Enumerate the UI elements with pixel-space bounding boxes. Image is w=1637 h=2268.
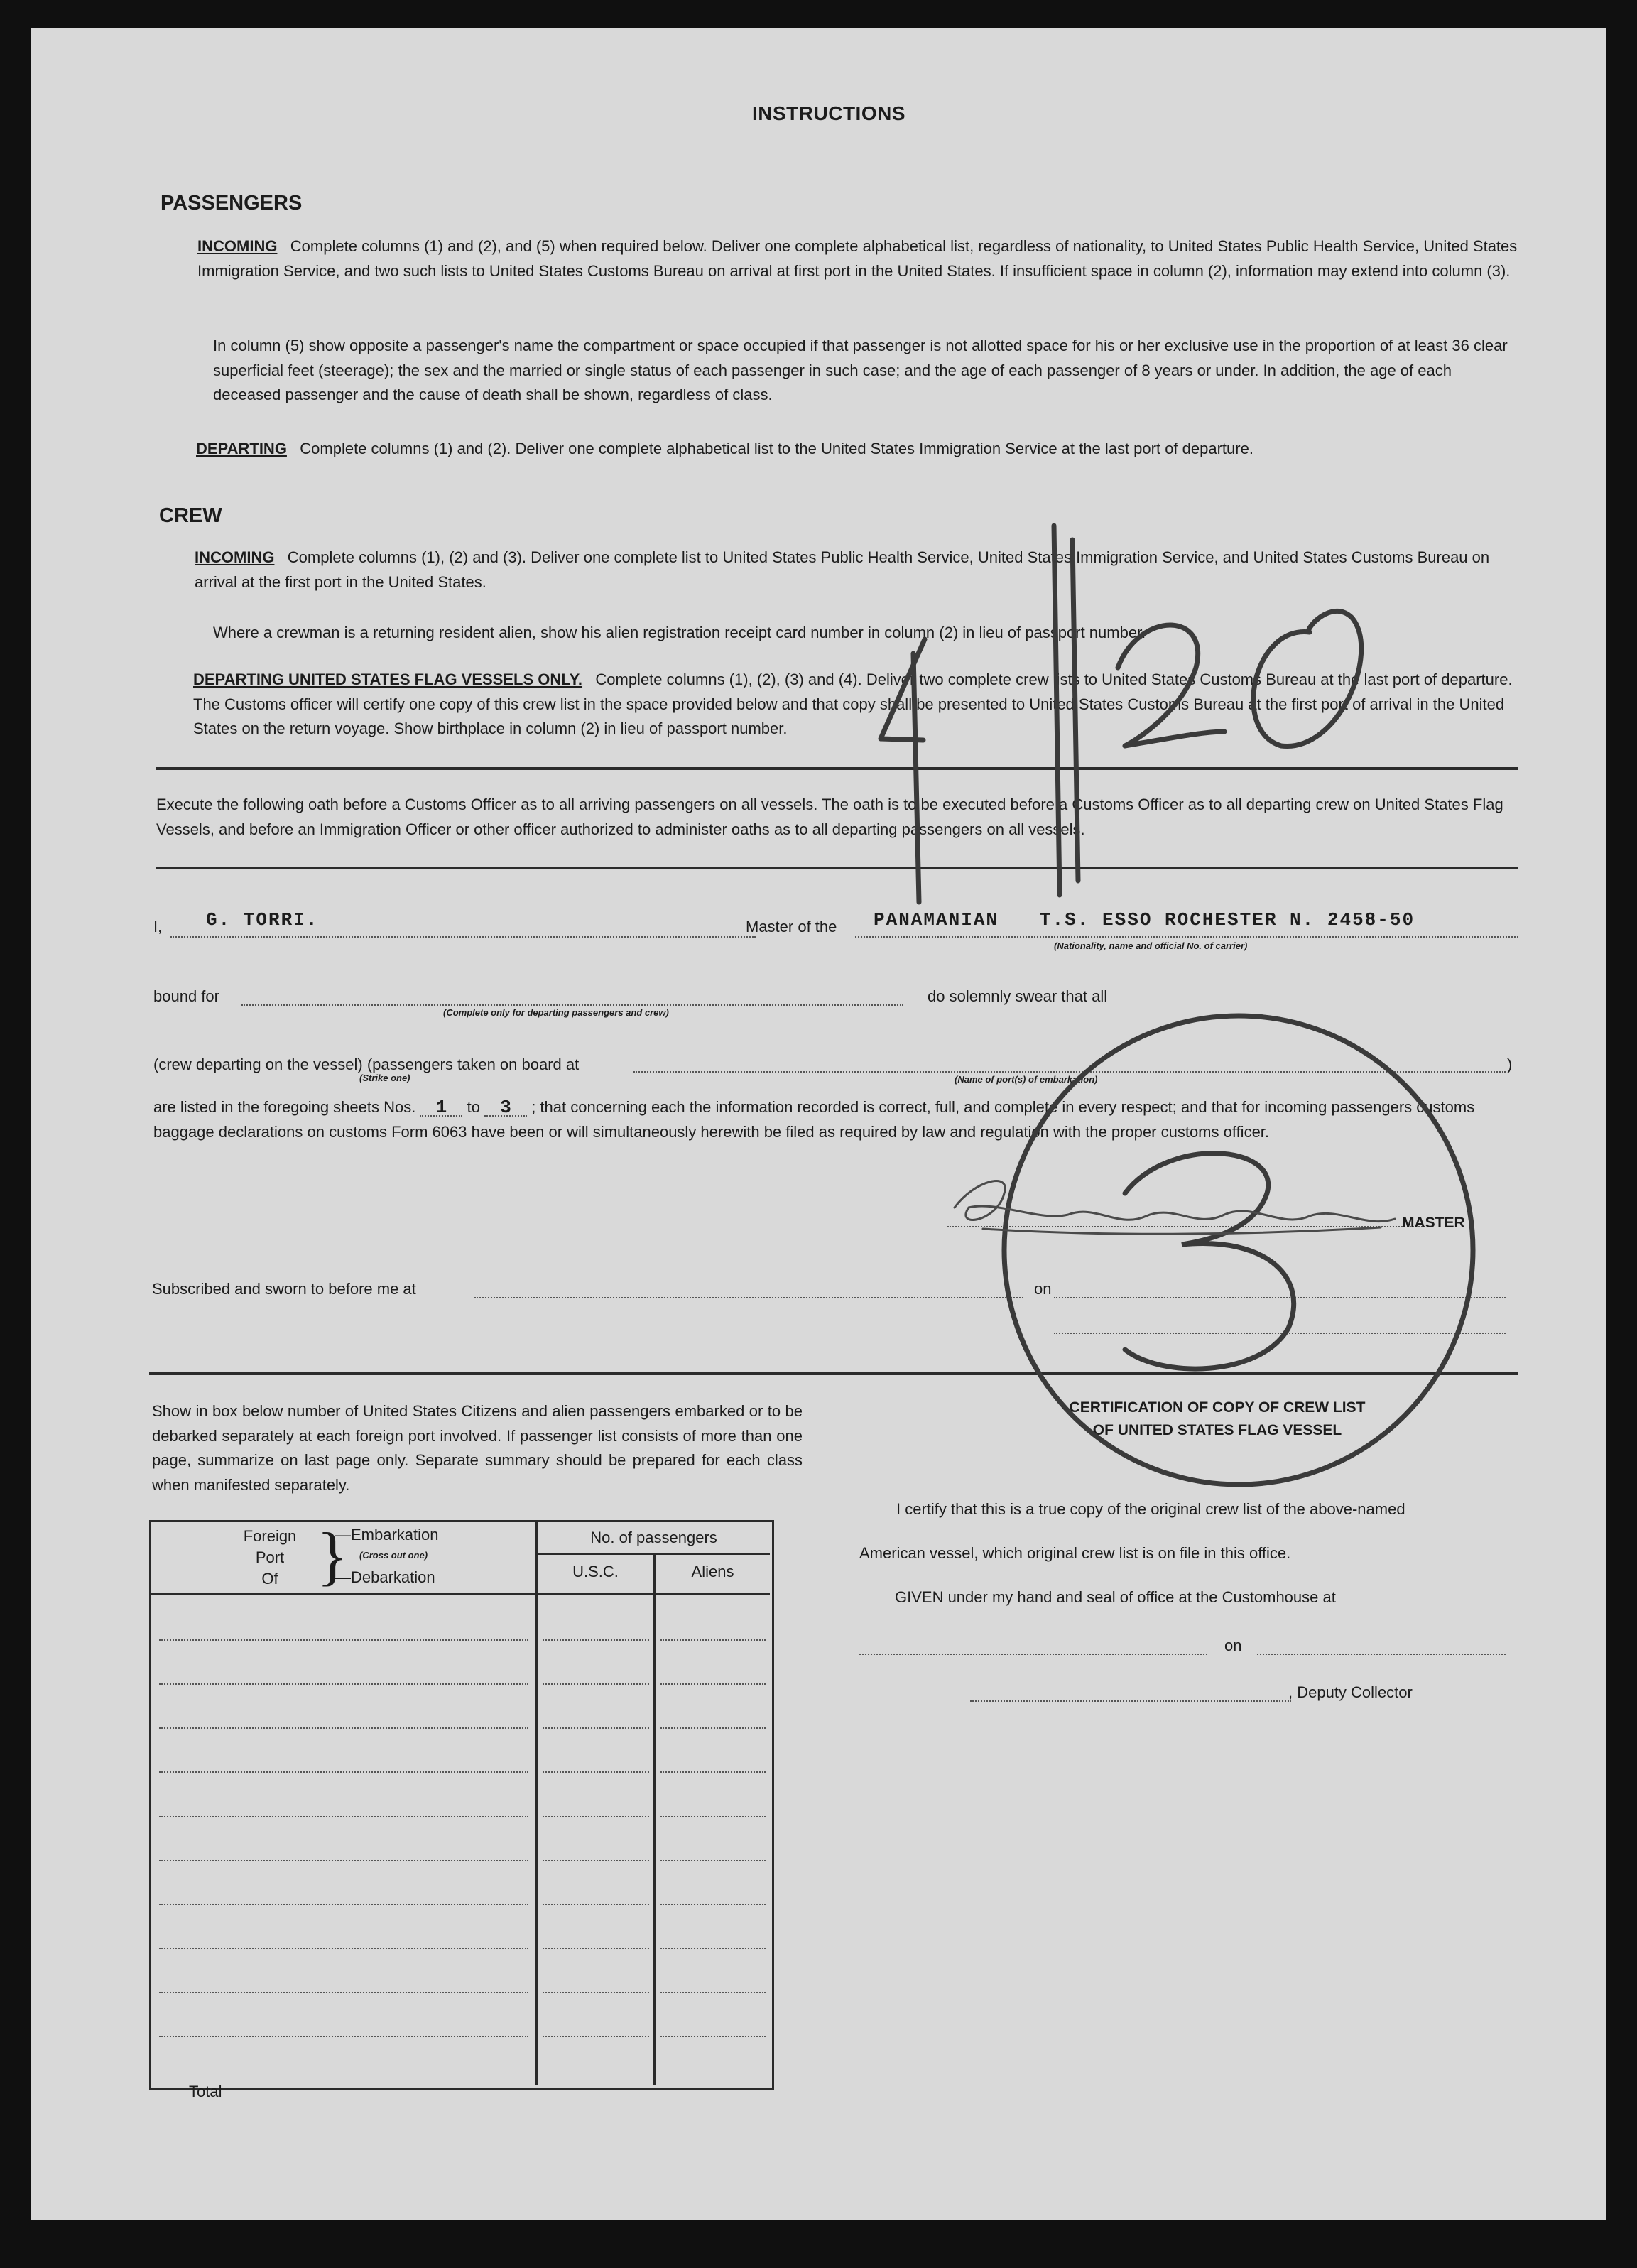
master-of-label: Master of the xyxy=(739,918,844,936)
close-paren: ) xyxy=(1507,1056,1513,1073)
to-label: to xyxy=(467,1098,480,1116)
passengers-column5-paragraph: In column (5) show opposite a passenger's name the compartment or space occupied if that passenger is not allotted space for his or her exclusive use in the proportion of at least 36 clear superficial feet (steerage); the sex and the married or single status of each passenger in such case; and the age of each passenger of 8 years or under. In addition, the age of each deceased passenger and the cause of death shall be shown, regardless of class. xyxy=(213,337,1508,403)
certification-line3: GIVEN under my hand and seal of office at the Customhouse at xyxy=(895,1588,1336,1606)
total-label: Total xyxy=(189,2083,222,2100)
crew-departing-label: (crew departing on the vessel) (passengers taken on board at xyxy=(153,1056,580,1073)
master-signature xyxy=(955,1181,1395,1235)
bound-for-label: bound for xyxy=(153,987,219,1005)
form-page xyxy=(31,28,1606,2220)
handwritten-marks xyxy=(31,28,1606,2220)
passengers-departing-text: Complete columns (1) and (2). Deliver one complete alphabetical list to the United States Immigration Service at the last port of departure. xyxy=(300,440,1253,457)
page-title: INSTRUCTIONS xyxy=(752,102,905,124)
sheet-from-field[interactable]: 1 xyxy=(420,1100,462,1117)
crew-heading: CREW xyxy=(159,504,222,527)
on-label: on xyxy=(1024,1280,1061,1298)
certification-title-line2: OF UNITED STATES FLAG VESSEL xyxy=(1092,1422,1342,1438)
aliens-header: Aliens xyxy=(691,1563,734,1580)
port-label: Port xyxy=(255,1548,285,1566)
oath-intro: Execute the following oath before a Customs Officer as to all arriving passengers on all vessels. The oath is to be executed before a Customs Officer as to all departing crew on United States Flag Vessels, and before an Immigration Officer or other officer authorized to administer oaths as to all departing passengers on all vessels. xyxy=(156,796,1503,838)
usc-header: U.S.C. xyxy=(572,1563,619,1580)
certification-line2: American vessel, which original crew list is on file in this office. xyxy=(859,1544,1291,1562)
vessel-nationality-field[interactable]: PANAMANIAN xyxy=(874,909,999,930)
crew-incoming-text: Complete columns (1), (2) and (3). Deliver one complete list to United States Public Health Service, United States Immigration Service, and United States Customs Bureau on arrival at the first port in the United States. xyxy=(195,548,1490,591)
circled-number-3-mark xyxy=(1004,1016,1473,1485)
sheet-to-field[interactable]: 3 xyxy=(484,1100,527,1117)
ports-caption: (Name of port(s) of embarkation) xyxy=(955,1074,1098,1085)
certification-line1: I certify that this is a true copy of the original crew list of the above-named xyxy=(896,1500,1405,1518)
crew-departing-text: Complete columns (1), (2), (3) and (4). Deliver two complete crew lists to United States Customs Bureau at the last port of departure. The Customs officer will certify one copy of this crew list in the space provided below and that copy shall be presented to United States Customs Bureau at the first port of arrival in the United States on the return voyage. Show birthplace in column (2) in lieu of passport number. xyxy=(193,671,1513,737)
debarkation-label: —Debarkation xyxy=(335,1568,435,1586)
passengers-incoming-label: INCOMING xyxy=(197,237,278,255)
certification-on-label: on xyxy=(1224,1637,1242,1654)
of-label: Of xyxy=(261,1570,278,1588)
passengers-departing-label: DEPARTING xyxy=(196,440,287,457)
vessel-name-field[interactable]: T.S. ESSO ROCHESTER N. 2458-50 xyxy=(1040,909,1415,930)
master-label: MASTER xyxy=(1402,1215,1465,1231)
foreign-label: Foreign xyxy=(243,1527,297,1545)
cross-out-caption: (Cross out one) xyxy=(359,1550,428,1561)
strike-caption: (Strike one) xyxy=(359,1073,410,1083)
crew-incoming-label: INCOMING xyxy=(195,548,275,566)
subscribed-label: Subscribed and sworn to before me at xyxy=(152,1280,416,1298)
large-number-4-20-mark xyxy=(881,526,1361,902)
deputy-collector-label: , Deputy Collector xyxy=(1288,1683,1413,1701)
brace-icon: } xyxy=(317,1519,349,1592)
oath-i-label: I, xyxy=(153,918,163,935)
certification-title-line1: CERTIFICATION OF COPY OF CREW LIST xyxy=(1069,1399,1366,1416)
crew-departing-label: DEPARTING UNITED STATES FLAG VESSELS ONLY. xyxy=(193,671,583,688)
master-name-field[interactable]: G. TORRI. xyxy=(206,909,319,930)
sheets-label: are listed in the foregoing sheets Nos. xyxy=(153,1098,416,1116)
sheets-rest-text: ; that concerning each the information recorded is correct, full, and complete in every respect; and that for incoming passengers customs baggage declarations on customs Form 6063 have been or will simultaneously herewith be filed as required by law and regulation with the proper customs officer. xyxy=(153,1098,1475,1141)
passengers-incoming-text: Complete columns (1) and (2), and (5) when required below. Deliver one complete alphabetical list, regardless of nationality, to United States Public Health Service, United States Immigration Service, and two such lists to United States Customs Bureau on arrival at first port in the United States. If insufficient space in column (2), information may extend into column (3). xyxy=(197,237,1518,280)
swear-label: do solemnly swear that all xyxy=(928,987,1108,1005)
passengers-heading: PASSENGERS xyxy=(161,192,303,215)
no-of-passengers-header: No. of passengers xyxy=(590,1529,717,1546)
vessel-caption: (Nationality, name and official No. of carrier) xyxy=(1054,940,1248,951)
summary-instructions: Show in box below number of United States Citizens and alien passengers embarked or to be debarked separately at each foreign port involved. If passenger list consists of more than one page, summarize on last page only. Separate summary should be prepared for each class when manifested separately. xyxy=(152,1402,803,1494)
embarkation-label: —Embarkation xyxy=(335,1526,439,1543)
bound-caption: (Complete only for departing passengers and crew) xyxy=(443,1007,669,1018)
crew-resident-paragraph: Where a crewman is a returning resident alien, show his alien registration receipt card number in column (2) in lieu of passport number. xyxy=(213,624,1146,641)
